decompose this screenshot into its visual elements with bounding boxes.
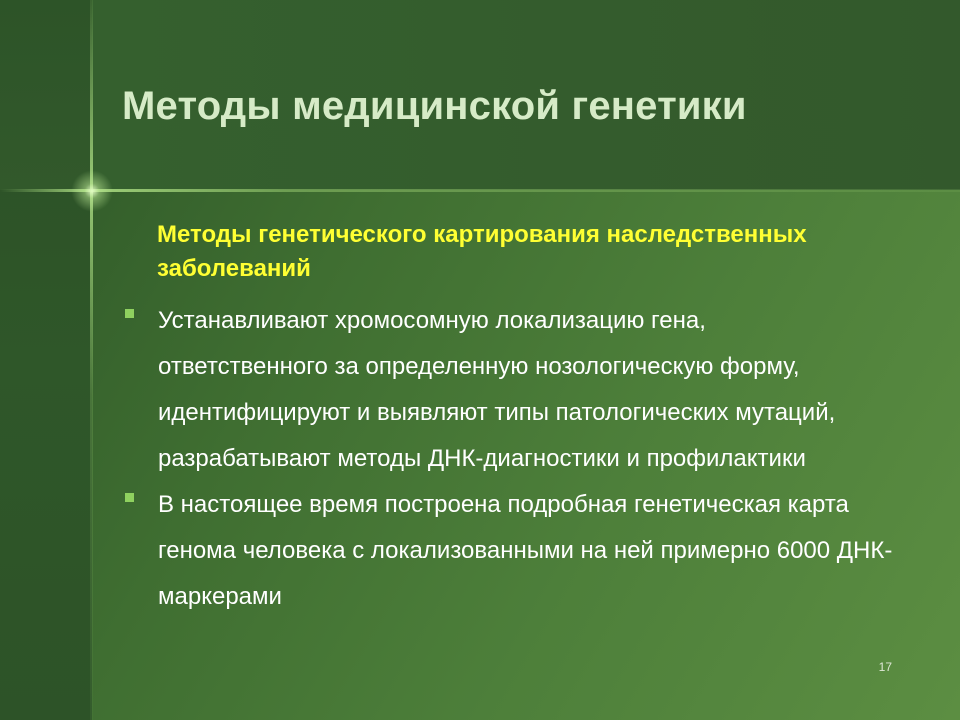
glow-highlight bbox=[71, 170, 113, 212]
vertical-divider-line bbox=[90, 0, 93, 720]
slide-subtitle: Методы генетического картирования наследственных заболеваний bbox=[157, 221, 807, 282]
square-bullet-icon bbox=[125, 309, 134, 318]
square-bullet-icon bbox=[125, 493, 134, 502]
bullet-text: В настоящее время построена подробная генетическая карта генома человека с локализованными на ней примерно 6000 ДНК-маркерами bbox=[158, 491, 893, 610]
bullet-item bbox=[122, 482, 918, 620]
header-divider-line bbox=[0, 189, 960, 192]
bullet-list bbox=[122, 298, 922, 620]
slide-title: Методы медицинской генетики bbox=[122, 84, 747, 128]
bullet-item bbox=[122, 298, 858, 482]
page-number: 17 bbox=[878, 660, 892, 674]
bullet-text: Устанавливают хромосомную локализацию гена, ответственного за определенную нозологическую форму, идентифицируют и выявляют типы патологических мутаций, разрабатывают методы ДНК-диагностики и профилактики bbox=[158, 307, 836, 472]
